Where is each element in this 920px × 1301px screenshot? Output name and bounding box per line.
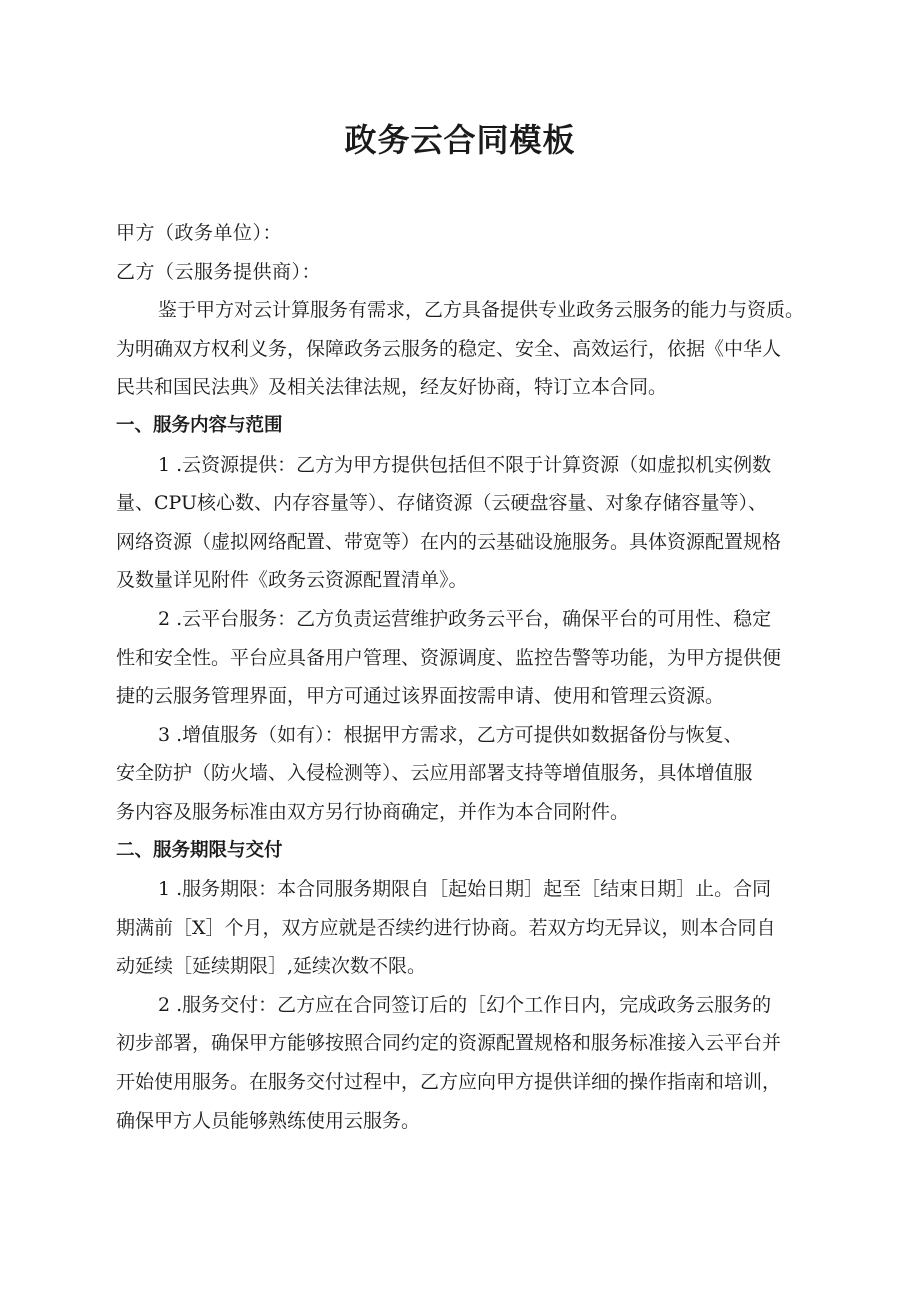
clause-line: 务内容及服务标准由双方另行协商确定，并作为本合同附件。: [116, 800, 630, 823]
clause-line: 及数量详见附件《政务云资源配置清单》。: [116, 569, 468, 592]
preamble-line: 鉴于甲方对云计算服务有需求，乙方具备提供专业政务云服务的能力与资质。: [158, 299, 805, 322]
section-1-heading: 一、服务内容与范围: [116, 414, 283, 436]
clause-line: 性和安全性。平台应具备用户管理、资源调度、监控告警等功能，为甲方提供便: [116, 646, 782, 669]
clause-line: 1 .云资源提供：乙方为甲方提供包括但不限于计算资源（如虚拟机实例数: [158, 453, 772, 476]
clause-line: 动延续［延续期限］,延续次数不限。: [116, 955, 427, 978]
section-2-item-1: [116, 870, 816, 986]
preamble-paragraph: [116, 291, 816, 407]
section-2-heading-wrap: [116, 832, 816, 871]
preamble-line: 民共和国民法典》及相关法律法规，经友好协商，特订立本合同。: [116, 376, 668, 399]
clause-line: 捷的云服务管理界面，甲方可通过该界面按需申请、使用和管理云资源。: [116, 685, 725, 708]
section-1-item-1: [116, 446, 816, 600]
clause-line: 期满前［X］个月，双方应就是否续约进行协商。若双方均无异议，则本合同自: [116, 916, 776, 939]
clause-line: 网络资源（虚拟网络配置、带宽等）在内的云基础设施服务。具体资源配置规格: [116, 530, 782, 553]
preamble-line: 为明确双方权利义务，保障政务云服务的稳定、安全、高效运行，依据《中华人: [116, 337, 782, 360]
section-2-heading: 二、服务期限与交付: [116, 839, 283, 861]
section-1-item-3: [116, 716, 816, 832]
party-b-label: 乙方（云服务提供商）：: [116, 260, 322, 283]
party-b-line: [116, 253, 816, 292]
document-title: 政务云合同模板: [344, 121, 576, 159]
clause-line: 2 .云平台服务：乙方负责运营维护政务云平台，确保平台的可用性、稳定: [158, 607, 772, 630]
clause-line: 确保甲方人员能够熟练使用云服务。: [116, 1109, 421, 1132]
party-a-line: [116, 214, 816, 253]
section-1-item-2: [116, 600, 816, 716]
clause-line: 安全防护（防火墙、入侵检测等）、云应用部署支持等增值服务，具体增值服: [116, 762, 753, 785]
clause-line: 1 .服务期限：本合同服务期限自［起始日期］起至［结束日期］止。合同: [158, 878, 772, 901]
clause-line: 3 .增值服务（如有）：根据甲方需求，乙方可提供如数据备份与恢复、: [158, 723, 743, 746]
section-2-item-2: [116, 986, 816, 1140]
clause-line: 开始使用服务。在服务交付过程中，乙方应向甲方提供详细的操作指南和培训，: [116, 1071, 782, 1094]
document-body: [116, 214, 816, 1140]
clause-line: 2 .服务交付：乙方应在合同签订后的［幻个工作日内，完成政务云服务的: [158, 993, 772, 1016]
section-1-heading-wrap: [116, 407, 816, 446]
party-a-label: 甲方（政务单位）：: [116, 222, 283, 244]
clause-line: 量、CPU核心数、内存容量等）、存储资源（云硬盘容量、对象存储容量等）、: [116, 492, 768, 515]
clause-line: 初步部署，确保甲方能够按照合同约定的资源配置规格和服务标准接入云平台并: [116, 1032, 782, 1055]
